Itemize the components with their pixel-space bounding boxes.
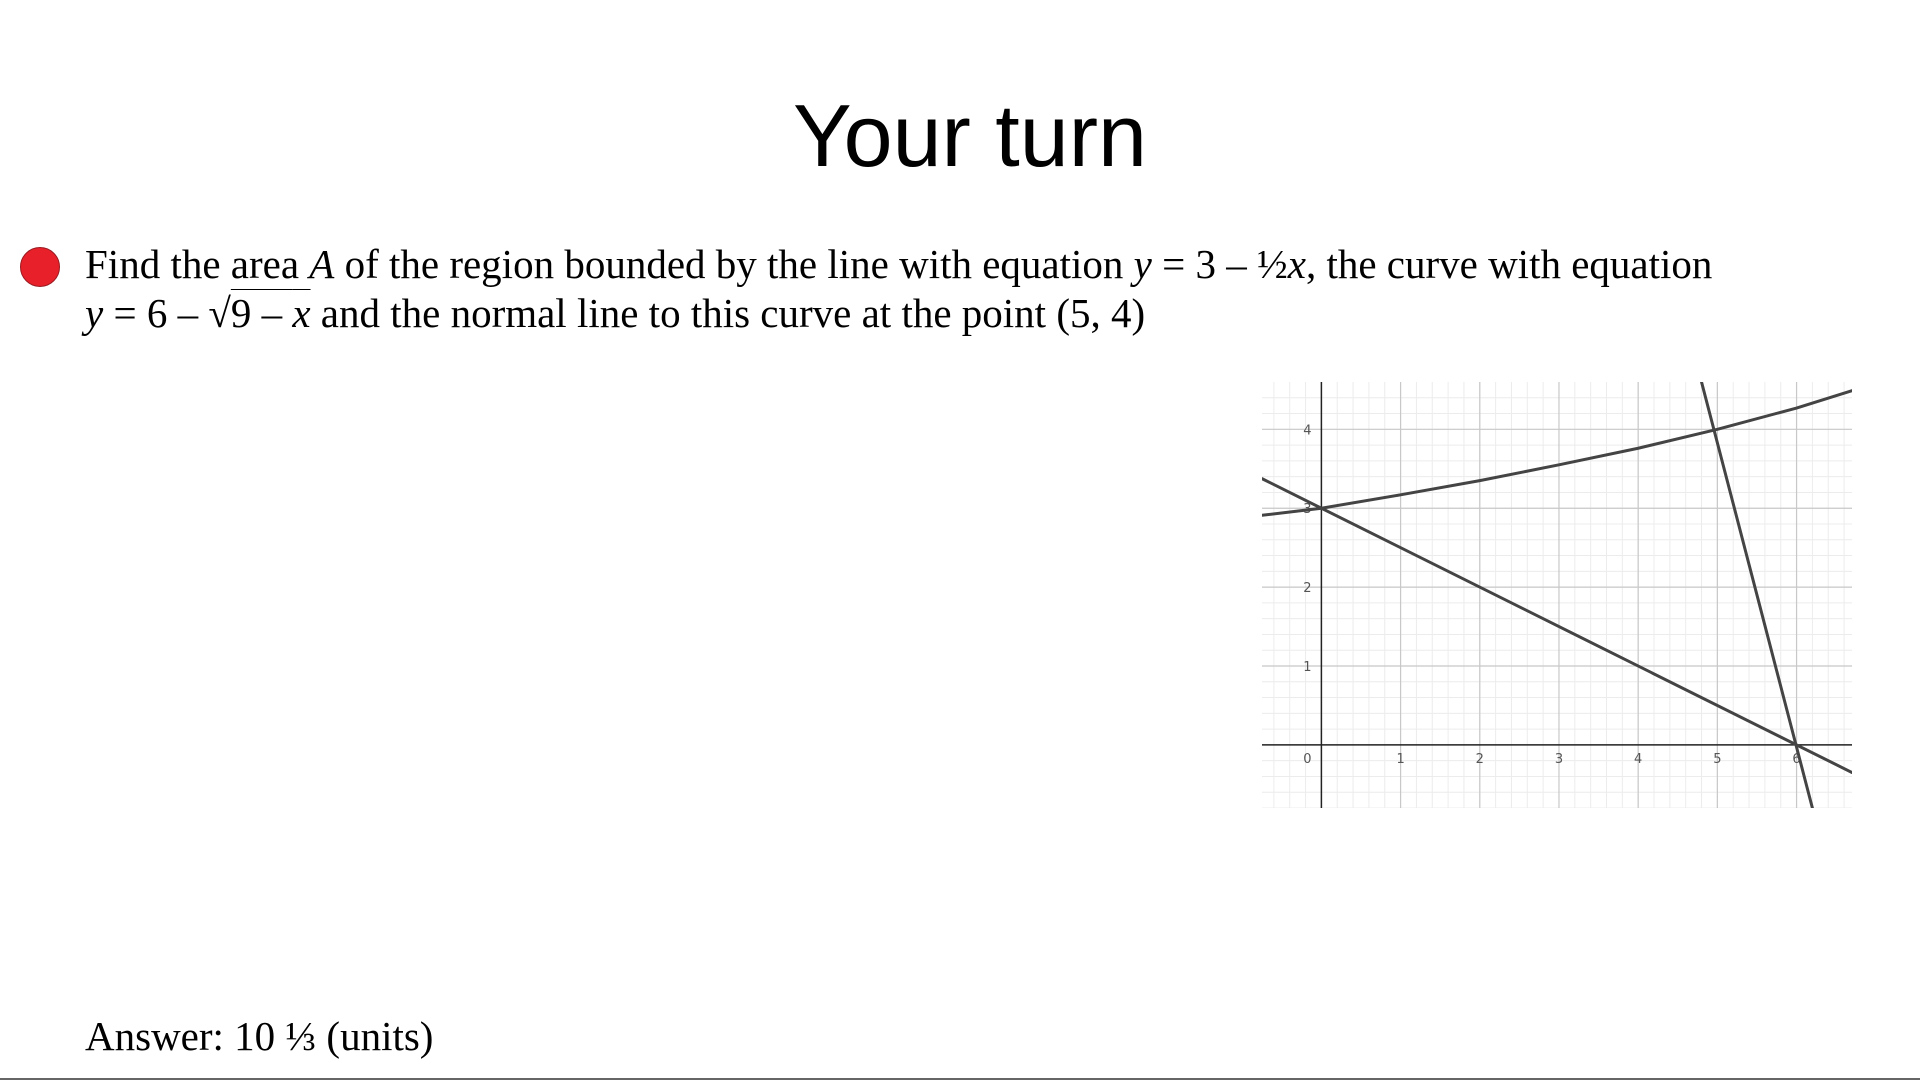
x-tick-label: 6 (1792, 751, 1801, 767)
q1-text-4: , the curve with equation (1305, 241, 1713, 287)
y-tick-label: 4 (1303, 423, 1312, 439)
line-series-2 (1702, 382, 1813, 808)
q1-var-A: A (309, 241, 335, 287)
series-lines (1262, 382, 1852, 808)
x-tick-label: 3 (1554, 751, 1564, 767)
question-line-1 (85, 240, 1915, 289)
x-tick-label: 5 (1713, 751, 1722, 767)
question-line-2 (85, 289, 1915, 338)
q1-text-3: = 3 – ½ (1151, 241, 1288, 287)
bullet-marker (20, 247, 60, 287)
y-tick-label: 1 (1303, 660, 1312, 675)
grid-major (1262, 382, 1852, 808)
q2-radicand-var: x (292, 290, 311, 336)
answer-text: Answer: 10 ⅓ (units) (85, 1013, 434, 1059)
axes (1262, 382, 1852, 808)
question-text (85, 240, 1915, 338)
y-tick-label: 3 (1303, 502, 1312, 518)
x-tick-label: 1 (1396, 751, 1405, 767)
q1-var-y: y (1133, 241, 1152, 287)
q2-text-1: = 6 – √ (103, 290, 231, 336)
q2-text-2: and the normal line to this curve at the point (5, 4) (310, 290, 1146, 336)
x-tick-label: 2 (1475, 751, 1484, 767)
q1-text-1: Find the area (85, 241, 310, 287)
q1-text-2: of the region bounded by the line with equation (334, 241, 1134, 287)
grid-minor (1262, 382, 1852, 808)
x-tick-label: 4 (1634, 751, 1643, 767)
curve-series (1262, 391, 1852, 516)
slide-title: Your turn (793, 86, 1147, 185)
function-graph (1262, 382, 1852, 808)
q2-radicand-const: 9 – (230, 290, 293, 336)
x-tick-label: 0 (1303, 751, 1312, 767)
q2-var-y: y (85, 290, 104, 336)
q2-radicand (231, 290, 311, 336)
q1-var-x: x (1287, 241, 1306, 287)
y-tick-label: 2 (1303, 581, 1312, 597)
